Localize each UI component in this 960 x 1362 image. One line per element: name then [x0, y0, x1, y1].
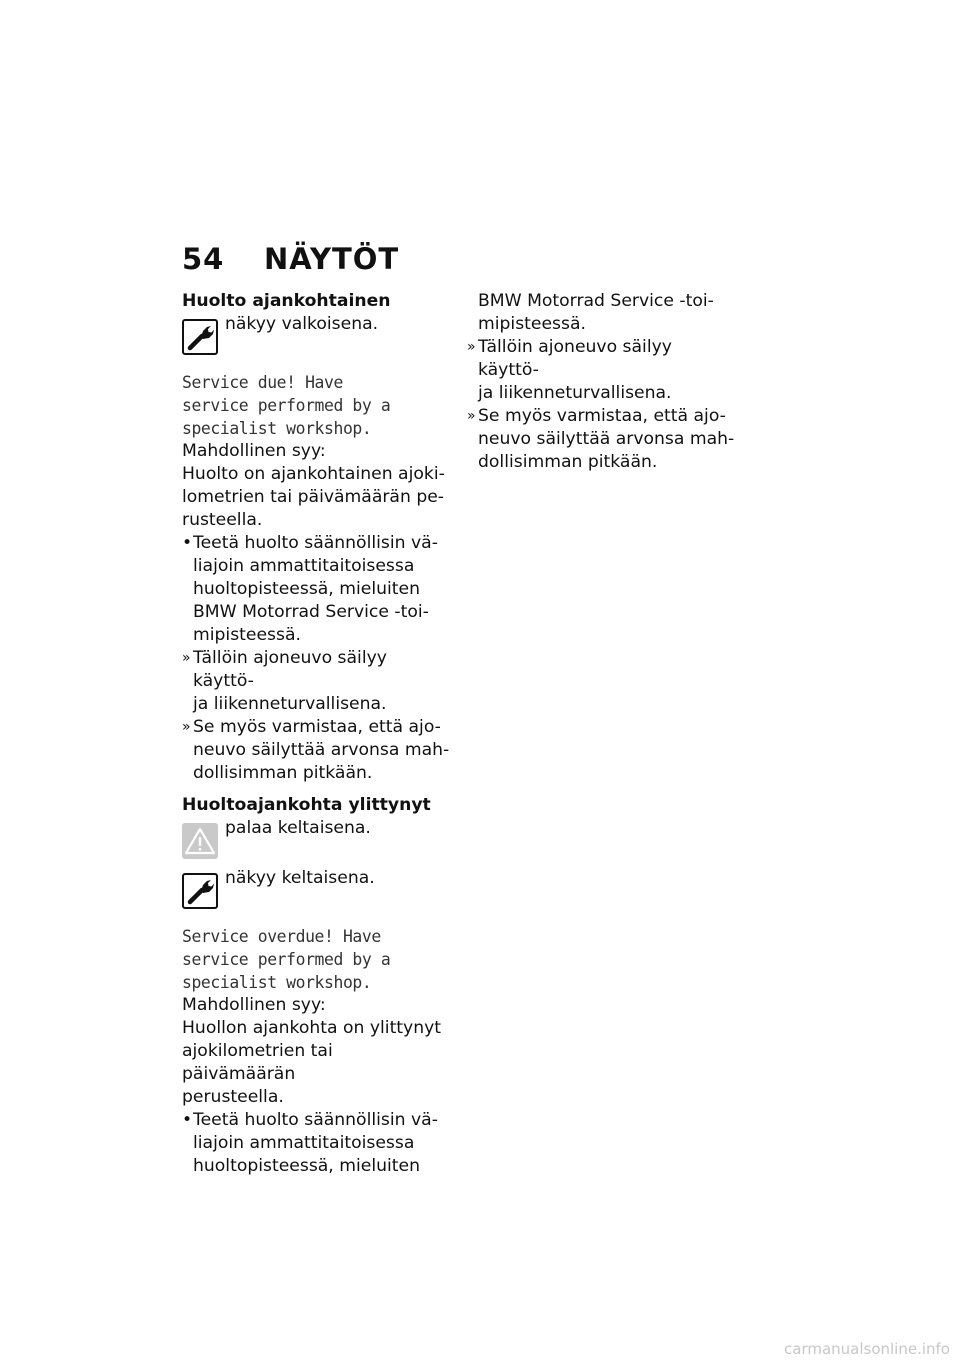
result-item — [467, 336, 735, 405]
text-line: Se myös varmistaa, että ajo- — [193, 717, 441, 737]
text-line: mipisteessä. — [478, 314, 586, 334]
text-line: ajokilometrien tai päivämäärän — [182, 1041, 333, 1084]
text-line: huoltopisteessä, mieluiten — [193, 1156, 420, 1176]
text-line: liajoin ammattitaitoisessa — [193, 1133, 415, 1153]
text-line: huoltopisteessä, mieluiten — [193, 579, 420, 599]
warning-triangle-icon — [182, 823, 218, 859]
cause-label: Mahdollinen syy: — [182, 995, 326, 1015]
text-line: BMW Motorrad Service -toi- — [193, 602, 429, 622]
text-line: Huollon ajankohta on ylittynyt — [182, 1018, 442, 1038]
section-title-service-overdue: Huoltoajankohta ylittynyt — [182, 795, 431, 815]
message-line: service performed by a — [182, 396, 391, 415]
text-line: ja liikenneturvallisena. — [193, 694, 387, 714]
cause-text — [182, 1017, 450, 1109]
text-line: • Teetä huolto säännöllisin vä- — [193, 533, 438, 553]
result-marker: » — [467, 408, 476, 424]
message-line: Service overdue! Have — [182, 927, 381, 946]
message-line: specialist workshop. — [182, 973, 372, 992]
text-line: Se myös varmistaa, että ajo- — [478, 406, 726, 426]
text-line: neuvo säilyttää arvonsa mah- — [193, 740, 450, 760]
section-title-service-due: Huolto ajankohtainen — [182, 291, 391, 311]
text-line: Tällöin ajoneuvo säilyy käyttö- — [193, 648, 387, 691]
right-column — [467, 290, 735, 474]
cause-label: Mahdollinen syy: — [182, 441, 326, 461]
text-line: Tällöin ajoneuvo säilyy käyttö- — [478, 337, 672, 380]
text-line: mipisteessä. — [193, 625, 301, 645]
left-column — [182, 290, 450, 1178]
text-line: neuvo säilyttää arvonsa mah- — [478, 429, 735, 449]
page-header — [182, 242, 399, 276]
result-marker: » — [182, 719, 191, 735]
result-item — [182, 647, 450, 716]
text-line: dollisimman pitkään. — [478, 452, 658, 472]
chapter-title: NÄYTÖT — [264, 242, 400, 276]
result-item — [182, 716, 450, 785]
result-marker: » — [467, 339, 476, 355]
service-icon-row — [182, 313, 450, 363]
warning-icon-row — [182, 817, 450, 867]
bullet-item — [182, 532, 450, 647]
watermark: carmanualsonline.info — [784, 1340, 950, 1358]
text-line: BMW Motorrad Service -toi- — [478, 291, 714, 311]
wrench-icon — [182, 319, 218, 355]
warning-icon-caption: palaa keltaisena. — [225, 818, 371, 838]
service-overdue-message — [182, 925, 450, 994]
wrench-icon — [182, 873, 218, 909]
text-line: dollisimman pitkään. — [193, 763, 373, 783]
bullet-item — [182, 1109, 450, 1178]
service-due-message — [182, 371, 450, 440]
service-icon-row — [182, 867, 450, 917]
page-number: 54 — [182, 242, 225, 276]
text-line: • Teetä huolto säännöllisin vä- — [193, 1110, 438, 1130]
text-line: Huolto on ajankohtainen ajoki- — [182, 464, 445, 484]
message-line: Service due! Have — [182, 373, 343, 392]
service-icon-caption: näkyy keltaisena. — [225, 868, 375, 888]
text-line: lometrien tai päivämäärän pe- — [182, 487, 445, 507]
message-line: service performed by a — [182, 950, 391, 969]
bullet-continuation — [467, 290, 735, 336]
text-line: rusteella. — [182, 510, 263, 530]
text-line: perusteella. — [182, 1087, 284, 1107]
service-icon-caption: näkyy valkoisena. — [225, 314, 379, 334]
text-line: liajoin ammattitaitoisessa — [193, 556, 415, 576]
result-item — [467, 405, 735, 474]
cause-text — [182, 463, 450, 532]
result-marker: » — [182, 650, 191, 666]
text-line: ja liikenneturvallisena. — [478, 383, 672, 403]
message-line: specialist workshop. — [182, 419, 372, 438]
